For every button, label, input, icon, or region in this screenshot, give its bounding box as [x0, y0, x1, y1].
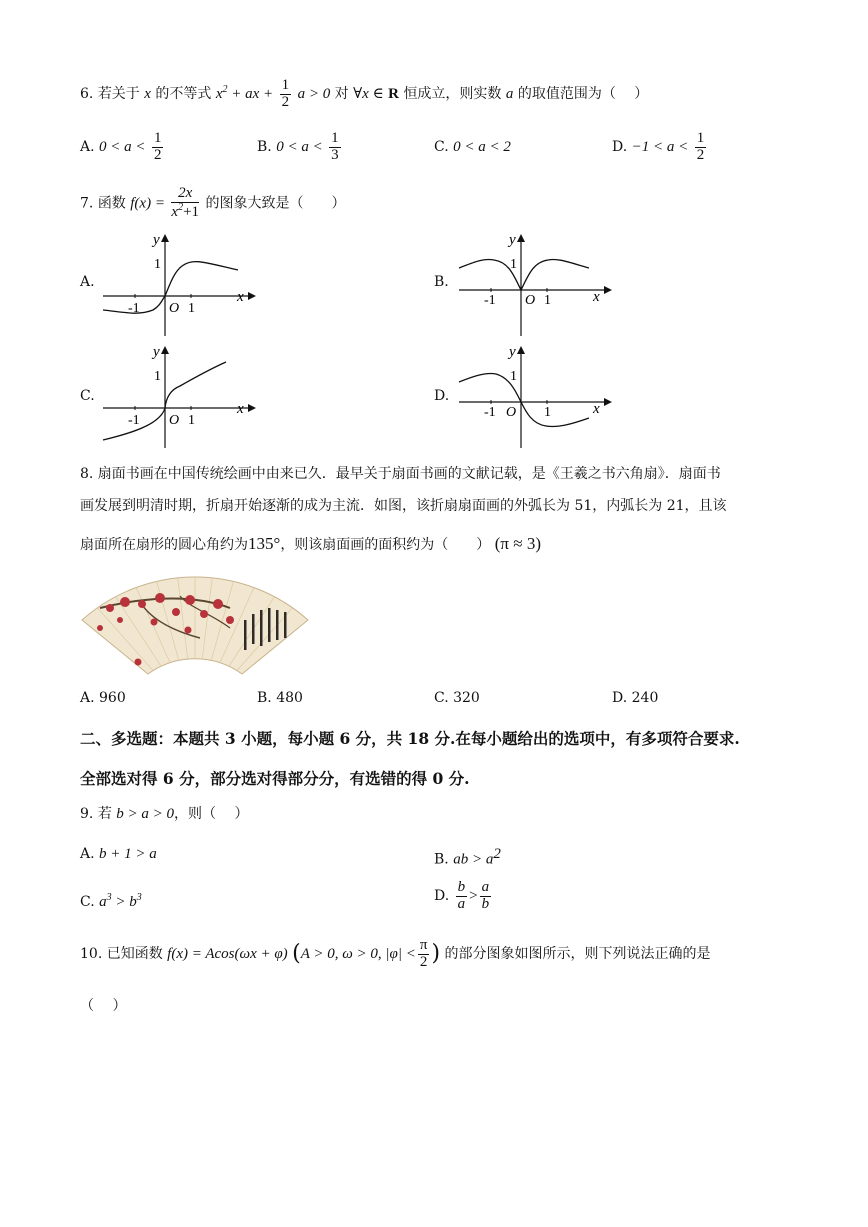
svg-text:O: O	[506, 405, 517, 420]
svg-text:O: O	[169, 413, 180, 428]
svg-text:1: 1	[154, 369, 161, 384]
q7-graph-d	[454, 340, 614, 450]
q7-option-b-label: B.	[434, 274, 449, 290]
section-2-heading-line-2: 全部选对得 6 分，部分选对得部分分，有选错的得 0 分.	[80, 769, 470, 788]
q9-option-b: B. ab > $a^2$	[434, 846, 501, 868]
origin-label: O	[169, 301, 180, 316]
q8-pi-approx: (π ≈ 3)	[494, 534, 542, 553]
q7-function-name: f(x) =	[130, 195, 165, 212]
svg-text:y: y	[153, 344, 160, 360]
svg-text:x: x	[593, 289, 600, 305]
q6-option-c: C. 0 < a < 2	[434, 139, 511, 155]
q6-option-b: B. 0 < a < $\frac{1}{3}$	[257, 129, 339, 163]
svg-text:y: y	[509, 344, 516, 360]
svg-text:1: 1	[510, 257, 517, 272]
q6-var-a: a	[505, 86, 514, 102]
svg-text:1: 1	[188, 413, 195, 428]
svg-text:x: x	[237, 401, 244, 417]
svg-text:y: y	[509, 232, 516, 248]
q6-inequality-part2: a > 0	[297, 86, 331, 102]
question-9: 9. 若 b > a > 0，则（ ）	[80, 806, 249, 822]
svg-text:O: O	[525, 293, 536, 308]
svg-text:-1: -1	[484, 293, 496, 308]
svg-text:1: 1	[510, 369, 517, 384]
question-7: 7. 函数 f(x) = $\frac{2x}{x^2+1}$ 的图象大致是（ ）	[80, 185, 346, 220]
q6-text-2: 的不等式	[155, 86, 212, 102]
q8-line-1: 8. 扇面书画在中国传统绘画中由来已久．最早关于扇面书画的文献记载，是《王羲之书六角扇》．扇面书	[80, 466, 721, 482]
y-axis-label: y	[153, 232, 160, 248]
q7-function-fraction: $\frac{2x}{x^2+1}$	[171, 185, 200, 220]
q6-forall: ∀x ∈	[353, 86, 384, 102]
q8-line-2: 画发展到明清时期，折扇开始逐渐的成为主流．如图，该折扇扇面画的外弧长为 51，内弧长为 21，且该	[80, 498, 727, 514]
section-2-heading-line-1: 二、多选题：本题共 3 小题，每小题 6 分，共 18 分.在每小题给出的选项中，有多项符合要求.	[80, 729, 740, 748]
tick-one-y: 1	[154, 257, 161, 272]
svg-text:1: 1	[544, 293, 551, 308]
q7-graph-a	[98, 228, 258, 338]
svg-text:x: x	[593, 401, 600, 417]
q6-inequality-part1: $x^2$ + ax +	[215, 84, 274, 102]
q7-option-c-label: C.	[80, 388, 95, 404]
q8-option-b: B. 480	[257, 690, 303, 706]
q7-option-d-label: D.	[434, 388, 450, 404]
q6-option-a: A. 0 < a < $\frac{1}{2}$	[80, 129, 162, 163]
q8-option-a: A. 960	[80, 690, 126, 706]
q6-text-4: 恒成立，则实数	[403, 86, 502, 102]
q6-text-5: 的取值范围为（ ）	[517, 86, 649, 102]
q7-graph-c	[98, 340, 258, 450]
q6-var-x: x	[144, 86, 151, 102]
q8-option-c: C. 320	[434, 690, 480, 706]
x-axis-label: x	[237, 289, 244, 305]
q6-fraction-half: $\frac{1}{2}$	[281, 76, 290, 110]
q9-option-c: C. $a^3 > b^3$	[80, 892, 142, 910]
q8-option-d: D. 240	[612, 690, 659, 706]
tick-neg-one: -1	[128, 301, 140, 316]
q9-option-a: A. b + 1 > a	[80, 846, 157, 862]
q10-condition: A > 0, ω > 0, |φ| <	[300, 946, 416, 962]
svg-text:-1: -1	[128, 413, 140, 428]
q6-text-3: 对	[334, 86, 349, 102]
q6-reals-symbol: R	[388, 86, 399, 102]
q7-graph-b	[454, 228, 614, 338]
svg-text:-1: -1	[484, 405, 496, 420]
q6-option-d: D. −1 < a < $\frac{1}{2}$	[612, 129, 705, 163]
svg-text:1: 1	[544, 405, 551, 420]
question-10: 10. 已知函数 f(x) = Acos(ωx + φ) (A > 0, ω > 0, |φ| < $\frac{\pi}{2}$ ) 的部分图象如图所示，则下列说法正确的是	[80, 936, 711, 970]
q8-line-3: 扇面所在扇形的圆心角约为135°，则该扇面画的面积约为（ ） (π ≈ 3)	[80, 534, 542, 553]
q10-answer-paren: （ ）	[80, 998, 127, 1014]
q6-text-1: 若关于	[97, 86, 140, 102]
q6-number: 6.	[80, 86, 94, 102]
q9-option-d: D. $\frac{b}{a}$ > $\frac{a}{b}$	[434, 878, 490, 912]
fan-painting-image	[80, 568, 310, 680]
tick-one-x: 1	[188, 301, 195, 316]
q10-function: f(x) = Acos(ωx + φ)	[167, 946, 288, 962]
question-6	[80, 74, 649, 110]
q7-option-a-label: A.	[80, 274, 95, 290]
